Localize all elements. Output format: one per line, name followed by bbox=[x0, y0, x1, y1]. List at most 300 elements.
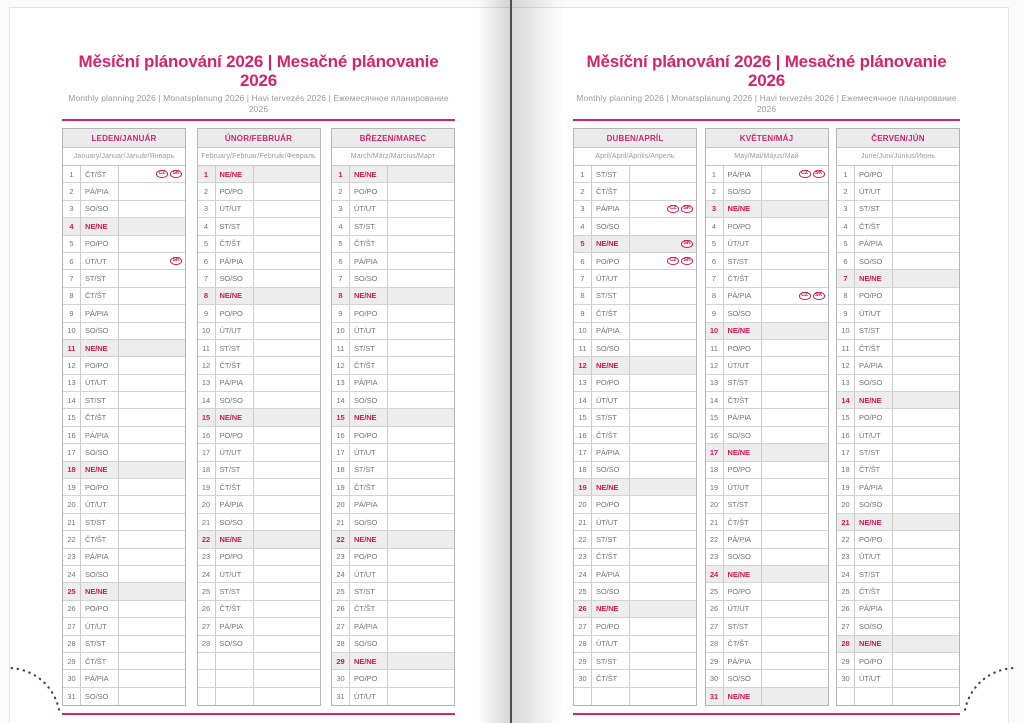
day-abbr: ÚT/UT bbox=[350, 688, 388, 705]
notes-cell bbox=[119, 288, 185, 304]
notes-cell bbox=[254, 444, 320, 460]
day-number: 10 bbox=[332, 323, 350, 339]
notes-cell bbox=[630, 183, 696, 199]
day-row bbox=[706, 514, 828, 531]
day-number: 18 bbox=[198, 462, 216, 478]
day-abbr: NE/NE bbox=[350, 288, 388, 304]
notes-cell bbox=[762, 462, 828, 478]
day-number: 6 bbox=[63, 253, 81, 269]
notes-cell bbox=[254, 253, 320, 269]
day-abbr: PO/PO bbox=[350, 549, 388, 565]
notes-cell bbox=[762, 305, 828, 321]
notes-cell bbox=[762, 514, 828, 530]
day-row bbox=[332, 670, 454, 687]
day-abbr: ČT/ŠT bbox=[724, 392, 762, 408]
notes-cell bbox=[388, 323, 454, 339]
notes-cell bbox=[119, 340, 185, 356]
day-number: 17 bbox=[63, 444, 81, 460]
sk-holiday-icon: SK bbox=[170, 170, 182, 178]
notes-cell bbox=[762, 653, 828, 669]
day-row bbox=[706, 270, 828, 287]
day-number: 25 bbox=[574, 583, 592, 599]
day-number: 4 bbox=[706, 218, 724, 234]
day-row bbox=[706, 618, 828, 635]
day-number: 14 bbox=[198, 392, 216, 408]
day-abbr: ST/ST bbox=[81, 636, 119, 652]
day-number: 10 bbox=[198, 323, 216, 339]
cz-holiday-icon: CZ bbox=[667, 257, 679, 265]
day-number: 5 bbox=[574, 236, 592, 252]
day-abbr: NE/NE bbox=[216, 531, 254, 547]
empty-number-cell bbox=[837, 688, 855, 705]
day-number: 15 bbox=[63, 409, 81, 425]
day-abbr: PÁ/PIA bbox=[350, 253, 388, 269]
day-number: 26 bbox=[198, 601, 216, 617]
day-row bbox=[706, 357, 828, 374]
day-row bbox=[706, 462, 828, 479]
day-number: 14 bbox=[574, 392, 592, 408]
notes-cell bbox=[762, 409, 828, 425]
day-abbr: SO/SO bbox=[81, 566, 119, 582]
notes-cell bbox=[762, 583, 828, 599]
day-number: 5 bbox=[837, 236, 855, 252]
day-number: 27 bbox=[198, 618, 216, 634]
month-name: ČERVEN/JÚN bbox=[837, 129, 959, 148]
day-abbr: PÁ/PIA bbox=[724, 166, 762, 182]
day-row bbox=[332, 409, 454, 426]
notes-cell bbox=[893, 670, 959, 686]
day-row bbox=[837, 253, 959, 270]
day-row bbox=[198, 514, 320, 531]
day-number: 2 bbox=[198, 183, 216, 199]
day-row bbox=[63, 375, 185, 392]
notes-cell bbox=[762, 496, 828, 512]
day-number: 20 bbox=[332, 496, 350, 512]
day-row bbox=[198, 323, 320, 340]
day-number: 24 bbox=[837, 566, 855, 582]
notes-cell bbox=[630, 549, 696, 565]
day-row bbox=[837, 514, 959, 531]
notes-cell bbox=[630, 409, 696, 425]
day-number: 9 bbox=[63, 305, 81, 321]
month-languages: May/Mai/Május/Май bbox=[706, 148, 828, 166]
day-row bbox=[706, 531, 828, 548]
day-abbr: NE/NE bbox=[855, 270, 893, 286]
day-row bbox=[837, 375, 959, 392]
day-row bbox=[574, 583, 696, 600]
notes-cell bbox=[893, 392, 959, 408]
notes-cell bbox=[388, 479, 454, 495]
empty-notes-cell bbox=[254, 688, 320, 705]
notes-cell bbox=[893, 236, 959, 252]
notes-cell bbox=[254, 549, 320, 565]
day-row bbox=[63, 323, 185, 340]
notes-cell bbox=[893, 270, 959, 286]
notes-cell bbox=[119, 375, 185, 391]
notes-cell bbox=[630, 218, 696, 234]
notes-cell bbox=[254, 479, 320, 495]
day-number: 16 bbox=[63, 427, 81, 443]
day-row bbox=[198, 201, 320, 218]
page-subtitle: Monthly planning 2026 | Monatsplanung 2026 | Havi tervezés 2026 | Ежемесячное планирование 2026 bbox=[68, 93, 449, 114]
notes-cell bbox=[119, 427, 185, 443]
day-number: 21 bbox=[706, 514, 724, 530]
day-abbr: ČT/ŠT bbox=[81, 531, 119, 547]
month-languages: February/Februar/Február/Февраль bbox=[198, 148, 320, 166]
day-number: 2 bbox=[706, 183, 724, 199]
notes-cell bbox=[630, 392, 696, 408]
day-abbr: SO/SO bbox=[216, 270, 254, 286]
day-number: 21 bbox=[198, 514, 216, 530]
notes-cell bbox=[893, 549, 959, 565]
day-row bbox=[574, 514, 696, 531]
day-number: 30 bbox=[63, 670, 81, 686]
day-abbr: ČT/ŠT bbox=[81, 166, 119, 182]
notes-cell bbox=[254, 636, 320, 652]
day-row bbox=[837, 636, 959, 653]
day-abbr: NE/NE bbox=[81, 340, 119, 356]
day-abbr: PÁ/PIA bbox=[592, 566, 630, 582]
day-abbr: ÚT/UT bbox=[724, 236, 762, 252]
sk-holiday-icon: SK bbox=[681, 205, 693, 213]
title-rule bbox=[62, 119, 455, 121]
notes-cell bbox=[630, 357, 696, 373]
day-abbr: ČT/ŠT bbox=[592, 183, 630, 199]
day-number: 14 bbox=[837, 392, 855, 408]
day-number: 22 bbox=[198, 531, 216, 547]
notes-cell bbox=[388, 583, 454, 599]
day-row bbox=[837, 270, 959, 287]
day-abbr: ST/ST bbox=[81, 392, 119, 408]
notes-cell bbox=[762, 566, 828, 582]
day-row bbox=[63, 218, 185, 235]
day-row bbox=[706, 375, 828, 392]
notes-cell bbox=[630, 618, 696, 634]
day-abbr: PO/PO bbox=[592, 253, 630, 269]
notes-cell bbox=[254, 183, 320, 199]
day-number: 13 bbox=[63, 375, 81, 391]
notes-cell bbox=[762, 670, 828, 686]
day-abbr: PÁ/PIA bbox=[592, 323, 630, 339]
day-number: 3 bbox=[837, 201, 855, 217]
day-row bbox=[63, 270, 185, 287]
notes-cell bbox=[630, 201, 696, 217]
day-abbr: PO/PO bbox=[350, 305, 388, 321]
notes-cell bbox=[893, 427, 959, 443]
day-row bbox=[63, 288, 185, 305]
day-number: 21 bbox=[332, 514, 350, 530]
notes-cell bbox=[893, 462, 959, 478]
day-abbr: SO/SO bbox=[592, 340, 630, 356]
notes-cell bbox=[119, 601, 185, 617]
notes-cell bbox=[630, 340, 696, 356]
day-row bbox=[198, 462, 320, 479]
day-row bbox=[837, 357, 959, 374]
day-abbr: ST/ST bbox=[350, 583, 388, 599]
day-row bbox=[574, 566, 696, 583]
day-number: 23 bbox=[837, 549, 855, 565]
notes-cell bbox=[388, 392, 454, 408]
notes-cell bbox=[893, 479, 959, 495]
day-row bbox=[837, 183, 959, 200]
month-languages: April/April/Április/Апрель bbox=[574, 148, 696, 166]
day-row bbox=[198, 288, 320, 305]
day-abbr: ÚT/UT bbox=[350, 323, 388, 339]
day-number: 3 bbox=[574, 201, 592, 217]
day-number: 28 bbox=[198, 636, 216, 652]
day-abbr: PO/PO bbox=[855, 166, 893, 182]
day-row bbox=[332, 357, 454, 374]
empty-number-cell bbox=[198, 688, 216, 705]
day-abbr: ÚT/UT bbox=[855, 183, 893, 199]
day-number: 24 bbox=[706, 566, 724, 582]
day-abbr: SO/SO bbox=[855, 618, 893, 634]
notes-cell bbox=[893, 288, 959, 304]
day-abbr: ÚT/UT bbox=[216, 323, 254, 339]
sk-holiday-icon: SK bbox=[813, 292, 825, 300]
notes-cell bbox=[119, 323, 185, 339]
day-row bbox=[706, 409, 828, 426]
day-abbr: ČT/ŠT bbox=[81, 653, 119, 669]
day-row bbox=[837, 444, 959, 461]
day-row bbox=[706, 601, 828, 618]
notes-cell bbox=[762, 236, 828, 252]
day-number: 20 bbox=[63, 496, 81, 512]
day-abbr: PÁ/PIA bbox=[592, 444, 630, 460]
notes-cell bbox=[254, 166, 320, 182]
day-row bbox=[706, 236, 828, 253]
day-abbr: PÁ/PIA bbox=[81, 427, 119, 443]
notes-cell bbox=[893, 166, 959, 182]
notes-cell bbox=[119, 357, 185, 373]
notes-cell bbox=[630, 427, 696, 443]
day-abbr: SO/SO bbox=[350, 270, 388, 286]
day-number: 1 bbox=[198, 166, 216, 182]
day-row bbox=[574, 288, 696, 305]
day-number: 2 bbox=[574, 183, 592, 199]
day-row bbox=[63, 653, 185, 670]
empty-notes-cell bbox=[254, 670, 320, 686]
sk-holiday-icon: SK bbox=[170, 257, 182, 265]
day-abbr: ÚT/UT bbox=[855, 549, 893, 565]
day-number: 2 bbox=[63, 183, 81, 199]
notes-cell bbox=[254, 601, 320, 617]
notes-cell bbox=[762, 183, 828, 199]
notes-cell bbox=[254, 531, 320, 547]
notes-cell bbox=[893, 636, 959, 652]
notes-cell bbox=[388, 444, 454, 460]
day-abbr: PO/PO bbox=[216, 183, 254, 199]
notes-cell bbox=[254, 427, 320, 443]
notes-cell bbox=[893, 340, 959, 356]
day-number: 11 bbox=[706, 340, 724, 356]
day-number: 23 bbox=[706, 549, 724, 565]
day-row bbox=[332, 496, 454, 513]
day-abbr: PÁ/PIA bbox=[724, 288, 762, 304]
notes-cell bbox=[630, 653, 696, 669]
day-row bbox=[332, 444, 454, 461]
notes-cell bbox=[119, 531, 185, 547]
day-row bbox=[198, 375, 320, 392]
day-number: 29 bbox=[706, 653, 724, 669]
day-abbr: NE/NE bbox=[216, 166, 254, 182]
day-abbr: ÚT/UT bbox=[216, 444, 254, 460]
day-number: 26 bbox=[63, 601, 81, 617]
day-row bbox=[63, 496, 185, 513]
day-row bbox=[198, 218, 320, 235]
title-rule bbox=[573, 119, 960, 121]
day-row bbox=[63, 357, 185, 374]
day-row bbox=[574, 427, 696, 444]
day-number: 29 bbox=[837, 653, 855, 669]
day-number: 23 bbox=[332, 549, 350, 565]
day-row bbox=[332, 201, 454, 218]
day-abbr: ÚT/UT bbox=[81, 375, 119, 391]
day-row bbox=[706, 496, 828, 513]
day-number: 15 bbox=[332, 409, 350, 425]
day-row bbox=[837, 653, 959, 670]
day-abbr: SO/SO bbox=[592, 583, 630, 599]
day-number: 22 bbox=[574, 531, 592, 547]
day-number: 6 bbox=[332, 253, 350, 269]
notes-cell bbox=[630, 583, 696, 599]
day-number: 22 bbox=[837, 531, 855, 547]
empty-notes-cell bbox=[254, 653, 320, 669]
day-number: 8 bbox=[837, 288, 855, 304]
notes-cell bbox=[630, 601, 696, 617]
notes-cell bbox=[630, 670, 696, 686]
day-abbr: PÁ/PIA bbox=[350, 375, 388, 391]
empty-row bbox=[198, 688, 320, 705]
day-row bbox=[574, 375, 696, 392]
day-row bbox=[63, 514, 185, 531]
day-row bbox=[198, 636, 320, 653]
day-number: 6 bbox=[574, 253, 592, 269]
day-row bbox=[837, 288, 959, 305]
day-row bbox=[198, 427, 320, 444]
notes-cell bbox=[893, 375, 959, 391]
empty-day-cell bbox=[855, 688, 893, 705]
notes-cell bbox=[762, 375, 828, 391]
day-abbr: ST/ST bbox=[350, 218, 388, 234]
notes-cell bbox=[388, 549, 454, 565]
day-abbr: ÚT/UT bbox=[216, 201, 254, 217]
day-row bbox=[706, 323, 828, 340]
day-abbr: NE/NE bbox=[724, 444, 762, 460]
notes-cell bbox=[630, 323, 696, 339]
corner-perforation-left-icon bbox=[4, 659, 68, 723]
day-row bbox=[63, 305, 185, 322]
day-abbr: PO/PO bbox=[724, 583, 762, 599]
day-row bbox=[837, 236, 959, 253]
notes-cell bbox=[762, 166, 828, 182]
day-row bbox=[837, 323, 959, 340]
day-abbr: ČT/ŠT bbox=[350, 601, 388, 617]
notes-cell bbox=[893, 444, 959, 460]
notes-cell bbox=[388, 462, 454, 478]
day-number: 8 bbox=[63, 288, 81, 304]
notes-cell bbox=[254, 375, 320, 391]
day-row bbox=[837, 601, 959, 618]
day-row bbox=[198, 270, 320, 287]
day-row bbox=[332, 653, 454, 670]
day-row bbox=[63, 583, 185, 600]
day-abbr: PO/PO bbox=[216, 549, 254, 565]
day-abbr: ÚT/UT bbox=[592, 392, 630, 408]
notes-cell bbox=[254, 409, 320, 425]
day-row bbox=[198, 549, 320, 566]
day-number: 12 bbox=[706, 357, 724, 373]
day-row bbox=[332, 183, 454, 200]
day-number: 5 bbox=[63, 236, 81, 252]
notes-cell bbox=[893, 201, 959, 217]
day-number: 20 bbox=[837, 496, 855, 512]
day-abbr: NE/NE bbox=[724, 566, 762, 582]
day-abbr: ČT/ŠT bbox=[855, 218, 893, 234]
notes-cell bbox=[893, 323, 959, 339]
notes-cell bbox=[388, 653, 454, 669]
day-row bbox=[574, 323, 696, 340]
day-number: 7 bbox=[837, 270, 855, 286]
notes-cell bbox=[630, 236, 696, 252]
day-abbr: ČT/ŠT bbox=[81, 288, 119, 304]
notes-cell bbox=[630, 496, 696, 512]
day-row bbox=[706, 566, 828, 583]
notes-cell bbox=[762, 323, 828, 339]
day-row bbox=[63, 340, 185, 357]
day-number: 27 bbox=[706, 618, 724, 634]
notes-cell bbox=[630, 270, 696, 286]
notes-cell bbox=[119, 270, 185, 286]
months-left bbox=[62, 128, 455, 706]
month-languages: January/Januar/Január/Январь bbox=[63, 148, 185, 166]
day-row bbox=[332, 166, 454, 183]
notes-cell bbox=[119, 636, 185, 652]
notes-cell bbox=[762, 392, 828, 408]
day-number: 10 bbox=[706, 323, 724, 339]
notes-cell bbox=[254, 270, 320, 286]
day-abbr: PO/PO bbox=[81, 236, 119, 252]
page-left bbox=[10, 8, 510, 723]
day-row bbox=[574, 601, 696, 618]
day-number: 15 bbox=[837, 409, 855, 425]
day-row bbox=[574, 479, 696, 496]
day-abbr: ST/ST bbox=[724, 253, 762, 269]
day-number: 26 bbox=[574, 601, 592, 617]
day-abbr: ČT/ŠT bbox=[855, 583, 893, 599]
day-number: 4 bbox=[574, 218, 592, 234]
day-row bbox=[574, 496, 696, 513]
day-row bbox=[332, 253, 454, 270]
day-row bbox=[837, 201, 959, 218]
day-row bbox=[332, 305, 454, 322]
day-abbr: ČT/ŠT bbox=[81, 409, 119, 425]
bottom-rule bbox=[62, 713, 455, 715]
day-number: 27 bbox=[574, 618, 592, 634]
day-abbr: NE/NE bbox=[81, 218, 119, 234]
day-abbr: SO/SO bbox=[216, 636, 254, 652]
day-row bbox=[198, 392, 320, 409]
day-number: 6 bbox=[837, 253, 855, 269]
day-row bbox=[63, 566, 185, 583]
day-row bbox=[837, 549, 959, 566]
notes-cell bbox=[762, 531, 828, 547]
day-row bbox=[574, 653, 696, 670]
day-row bbox=[574, 670, 696, 687]
notes-cell bbox=[388, 636, 454, 652]
day-row bbox=[198, 566, 320, 583]
day-row bbox=[706, 636, 828, 653]
